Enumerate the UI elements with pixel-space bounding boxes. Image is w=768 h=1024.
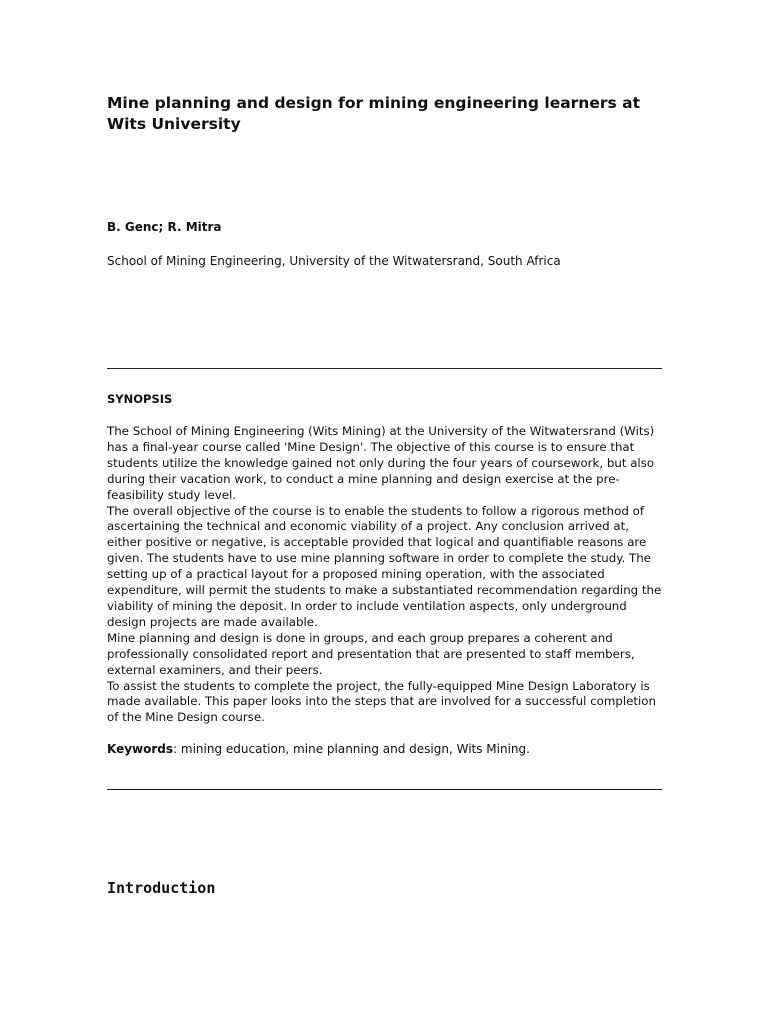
synopsis-paragraph: To assist the students to complete the project, the fully-equipped Mine Design Laboratory is made available. This paper looks into the steps that are involved for a successful completion of the Mine Design course.: [107, 678, 657, 725]
introduction-heading: Introduction: [107, 879, 216, 897]
bottom-divider: [107, 789, 662, 790]
synopsis-heading: SYNOPSIS: [107, 392, 173, 406]
synopsis-paragraph: The overall objective of the course is to enable the students to follow a rigorous method of ascertaining the technical and economic viability of a project. Any conclusion arrived at, either positive or negative, is acceptable provided that logical and quantifiable reasons are given. The students have to use mine planning software in order to complete the study. The setting up of a practical layout for a proposed mining operation, with the associated expenditure, will permit the students to make a substantiated recommendation regarding the viability of mining the deposit. In order to include ventilation aspects, only underground design projects are made available.: [107, 503, 662, 629]
synopsis-paragraph: The School of Mining Engineering (Wits Mining) at the University of the Witwatersrand (Wits) has a final-year course called 'Mine Design'. The objective of this course is to ensure that students utilize the knowledge gained not only during the four years of coursework, but also during their vacation work, to conduct a mine planning and design exercise at the pre-feasibility study level.: [107, 424, 655, 502]
synopsis-paragraph: Mine planning and design is done in groups, and each group prepares a coherent and professionally consolidated report and presentation that are presented to staff members, external examiners, and their peers.: [107, 630, 635, 677]
author-affiliation: School of Mining Engineering, University of the Witwatersrand, South Africa: [107, 254, 561, 268]
keywords-text: : mining education, mine planning and design, Wits Mining.: [173, 742, 530, 756]
keywords-label: Keywords: [107, 742, 174, 756]
paper-title: Mine planning and design for mining engineering learners at Wits University: [107, 94, 640, 133]
paper-authors: B. Genc; R. Mitra: [107, 220, 222, 234]
top-divider: [107, 368, 662, 369]
synopsis-body: [107, 424, 663, 726]
keywords-line: [107, 741, 530, 757]
